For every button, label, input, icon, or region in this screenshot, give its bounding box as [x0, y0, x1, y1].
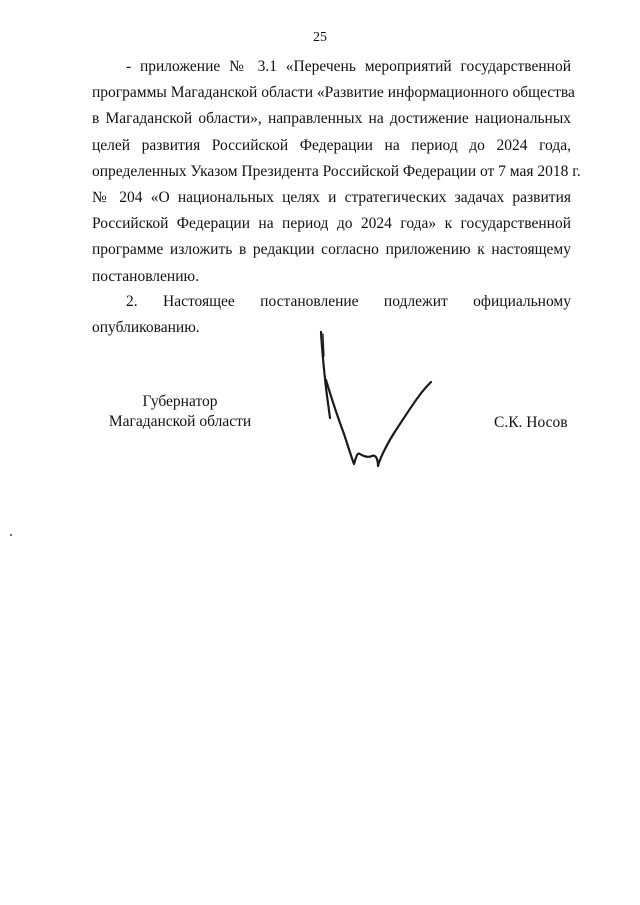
paragraph-appendix-3-1	[92, 54, 581, 290]
signer-name: С.К. Носов	[494, 414, 568, 431]
paragraph-line: целей развития Российской Федерации на период до 2024 года,	[92, 136, 571, 154]
paragraph-line: определенных Указом Президента Российской Федерации от 7 мая 2018 г.	[92, 162, 581, 180]
handwritten-signature-icon	[310, 330, 440, 480]
paragraph-line: - приложение № 3.1 «Перечень мероприятий государственной	[126, 58, 571, 75]
paragraph-line: № 204 «О национальных целях и стратегических задачах развития	[92, 189, 571, 207]
paragraph-line: опубликованию.	[92, 319, 200, 337]
signer-position-line: Губернатор	[142, 393, 218, 410]
margin-speck	[10, 534, 12, 536]
signer-position	[100, 392, 260, 432]
signer-position-line: Магаданской области	[108, 413, 252, 430]
paragraph-line: программе изложить в редакции согласно приложению к настоящему	[92, 241, 571, 259]
paragraph-line: Российской Федерации на период до 2024 года» к государственной	[92, 215, 571, 233]
paragraph-line: программы Магаданской области «Развитие информационного общества	[92, 84, 575, 102]
paragraph-line: постановлению.	[92, 267, 199, 285]
paragraph-line: 2. Настоящее постановление подлежит официальному	[126, 293, 571, 310]
paragraph-line: в Магаданской области», направленных на достижение национальных	[92, 110, 571, 128]
page-number: 25	[313, 30, 327, 45]
